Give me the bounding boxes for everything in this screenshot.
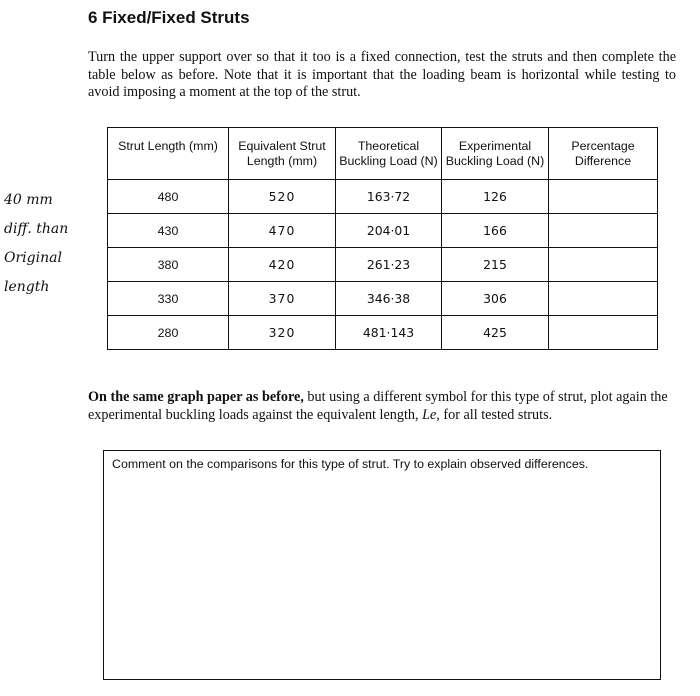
cell-equivalent-length: 420 (229, 248, 336, 282)
header-equivalent-length: Equivalent Strut Length (mm) (229, 128, 336, 180)
comment-prompt: Comment on the comparisons for this type of strut. Try to explain observed differences. (112, 457, 589, 471)
instruction-symbol: Le (422, 406, 437, 423)
cell-percentage-difference[interactable] (549, 180, 658, 214)
handwritten-margin-note (4, 186, 68, 302)
cell-strut-length: 380 (108, 248, 229, 282)
cell-experimental-load: 425 (442, 316, 549, 350)
cell-equivalent-length: 520 (229, 180, 336, 214)
intro-paragraph: Turn the upper support over so that it too is a fixed connection, test the struts and then complete the table below as before. Note that it is important that the loading beam is horizontal while testing to avoid imposing a moment at the top of the strut. (88, 49, 676, 100)
cell-strut-length: 330 (108, 282, 229, 316)
cell-percentage-difference[interactable] (549, 316, 658, 350)
cell-theoretical-load: 204·01 (336, 214, 442, 248)
margin-note-line: diff. than (4, 221, 69, 237)
results-table (107, 127, 658, 350)
section-title: 6 Fixed/Fixed Struts (88, 8, 250, 27)
cell-theoretical-load: 346·38 (336, 282, 442, 316)
instruction-bold: On the same graph paper as before, (88, 389, 304, 405)
margin-note-line: 40 mm (4, 192, 53, 208)
table-row (108, 282, 658, 316)
table-row (108, 180, 658, 214)
cell-strut-length: 480 (108, 180, 229, 214)
table-row (108, 248, 658, 282)
margin-note-line: length (4, 279, 50, 295)
cell-equivalent-length: 320 (229, 316, 336, 350)
cell-experimental-load: 306 (442, 282, 549, 316)
comment-box[interactable] (103, 450, 661, 680)
header-strut-length: Strut Length (mm) (108, 128, 229, 180)
cell-experimental-load: 215 (442, 248, 549, 282)
cell-strut-length: 280 (108, 316, 229, 350)
header-theoretical-load: Theoretical Buckling Load (N) (336, 128, 442, 180)
cell-equivalent-length: 470 (229, 214, 336, 248)
cell-percentage-difference[interactable] (549, 282, 658, 316)
table-row (108, 316, 658, 350)
table-header-row (108, 128, 658, 180)
graph-instruction (88, 389, 678, 424)
cell-strut-length: 430 (108, 214, 229, 248)
cell-experimental-load: 166 (442, 214, 549, 248)
instruction-text: but using a different symbol for this type of strut, plot again the experimental buckling loads against the equivalent length, (88, 389, 668, 423)
instruction-end: , for all tested struts. (436, 406, 553, 423)
table-row (108, 214, 658, 248)
cell-theoretical-load: 163·72 (336, 180, 442, 214)
cell-experimental-load: 126 (442, 180, 549, 214)
cell-equivalent-length: 370 (229, 282, 336, 316)
margin-note-line: Original (4, 250, 62, 266)
cell-percentage-difference[interactable] (549, 248, 658, 282)
header-experimental-load: Experimental Buckling Load (N) (442, 128, 549, 180)
cell-theoretical-load: 261·23 (336, 248, 442, 282)
header-percentage-difference: Percentage Difference (549, 128, 658, 180)
cell-percentage-difference[interactable] (549, 214, 658, 248)
cell-theoretical-load: 481·143 (336, 316, 442, 350)
